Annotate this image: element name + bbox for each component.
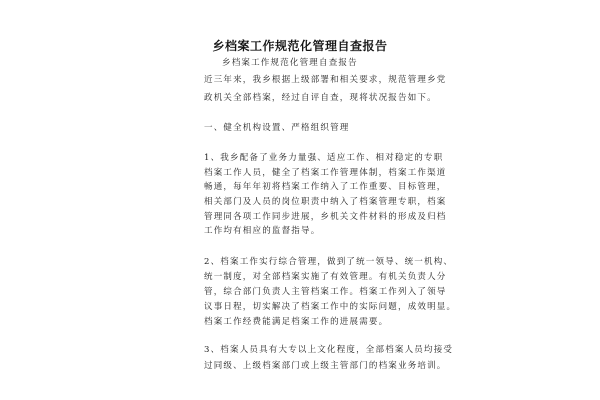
- paragraph-line: 1、我乡配备了业务力量强、适应工作、相对稳定的专职: [204, 153, 444, 163]
- paragraph-line: 档案工作经费能满足档案工作的进展需要。: [204, 317, 389, 327]
- paragraph-line: 统一制度，对全部档案实施了有效管理。有机关负责人分: [204, 272, 447, 282]
- paragraph-line: 工作均有相应的监督指导。: [204, 226, 321, 236]
- paragraph-line: 3、档案人员具有大专以上文化程度，全部档案人员均接受: [204, 345, 454, 355]
- document-subtitle: 乡档案工作规范化管理自查报告: [222, 58, 358, 68]
- paragraph-line: 畅通，每年年初将档案工作纳入了工作重要、目标管理，: [204, 182, 447, 192]
- intro-line: 近三年来，我乡根据上级部署和相关要求，规范管理乡党: [204, 75, 447, 85]
- paragraph-line: 管，综合部门负责人主管档案工作。档案工作列入了领导: [204, 287, 447, 297]
- paragraph-line: 管理同各项工作同步进展，乡机关文件材料的形成及归档: [204, 212, 447, 222]
- paragraph-line: 2、档案工作实行综合管理，做到了统一领导、统一机构、: [204, 257, 454, 267]
- intro-line: 政机关全部档案，经过自评自查，现将状况报告如下。: [204, 93, 437, 103]
- paragraph-line: 议事日程，切实解决了档案工作中的实际问题，成效明显。: [204, 302, 457, 312]
- document-title: 乡档案工作规范化管理自查报告: [212, 39, 388, 53]
- paragraph-line: 相关部门及人员的岗位职责中纳入了档案管理专职，档案: [204, 197, 447, 207]
- paragraph-line: 过同级、上级档案部门或上级主管部门的档案业务培训。: [204, 361, 447, 371]
- section-heading: 一、健全机构设置、严格组织管理: [204, 123, 350, 133]
- paragraph-line: 档案工作人员，健全了档案工作管理体制，档案工作渠道: [204, 168, 447, 178]
